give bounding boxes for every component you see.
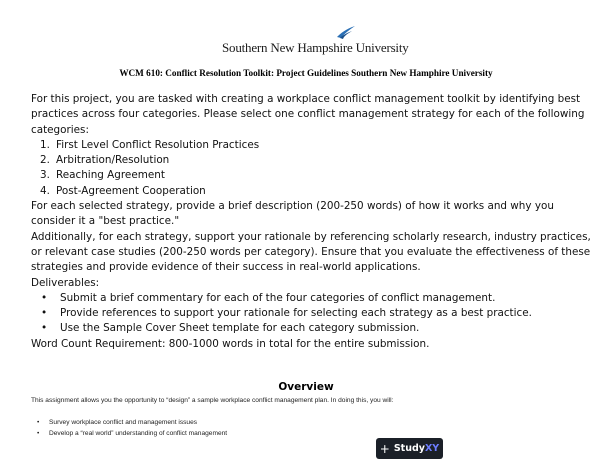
watermark-text-study: Study bbox=[393, 443, 425, 454]
strategy-item: 4. Post-Agreement Cooperation bbox=[40, 184, 206, 197]
deliverable-item: • Submit a brief commentary for each of the four categories of conflict management. bbox=[31, 291, 591, 306]
strategy-item: 3. Reaching Agreement bbox=[40, 169, 165, 182]
plus-icon: + bbox=[379, 441, 390, 456]
additional-paragraph: Additionally, for each strategy, support your rationale by referencing scholarly research, industry practices, or relevant case studies (200-250 words per category). Ensure that you evaluate the effectiveness of these strategies and provide evidence of their success in real-world applications. bbox=[31, 230, 591, 274]
bullet-icon: • bbox=[41, 307, 48, 320]
university-logo bbox=[222, 24, 409, 56]
deliverable-item: • Provide references to support your rationale for selecting each strategy as a best practice. bbox=[31, 306, 591, 321]
strategy-list bbox=[31, 138, 591, 199]
bullet-icon: • bbox=[41, 322, 48, 335]
word-count-requirement: Word Count Requirement: 800-1000 words in total for the entire submission. bbox=[31, 337, 430, 350]
bullet-icon: • bbox=[37, 430, 40, 437]
bullet-icon: • bbox=[41, 291, 48, 304]
overview-item: • Survey workplace conflict and management issues bbox=[31, 417, 227, 428]
watermark-text-xy: XY bbox=[424, 443, 440, 454]
overview-list bbox=[31, 417, 227, 439]
overview-intro: This assignment allows you the opportunity to “design” a sample workplace conflict management plan. In doing this, you will: bbox=[31, 397, 394, 404]
intro-paragraph: For this project, you are tasked with creating a workplace conflict management toolkit by identifying best practices across four categories. Please select one conflict management strategy for each of the following categories: bbox=[31, 93, 585, 136]
bullet-icon: • bbox=[37, 419, 40, 426]
strategy-item: 2. Arbitration/Resolution bbox=[40, 154, 170, 167]
flame-icon bbox=[334, 24, 356, 40]
strategy-item: 1. First Level Conflict Resolution Practices bbox=[40, 138, 260, 151]
deliverables-list bbox=[31, 291, 591, 337]
description-paragraph: For each selected strategy, provide a brief description (200-250 words) of how it works and why you consider it a "best practice." bbox=[31, 200, 554, 228]
logo-text: Southern New Hampshire University bbox=[222, 40, 409, 55]
deliverables-heading: Deliverables: bbox=[31, 276, 100, 289]
document-title: WCM 610: Conflict Resolution Toolkit: Project Guidelines Southern New Hamphire University bbox=[119, 68, 493, 78]
deliverable-item: • Use the Sample Cover Sheet template for each category submission. bbox=[31, 321, 591, 336]
overview-item: • Develop a “real world” understanding of conflict management bbox=[31, 428, 227, 439]
overview-heading: Overview bbox=[278, 381, 334, 393]
studyxy-watermark bbox=[376, 438, 443, 459]
project-instructions bbox=[31, 92, 591, 352]
